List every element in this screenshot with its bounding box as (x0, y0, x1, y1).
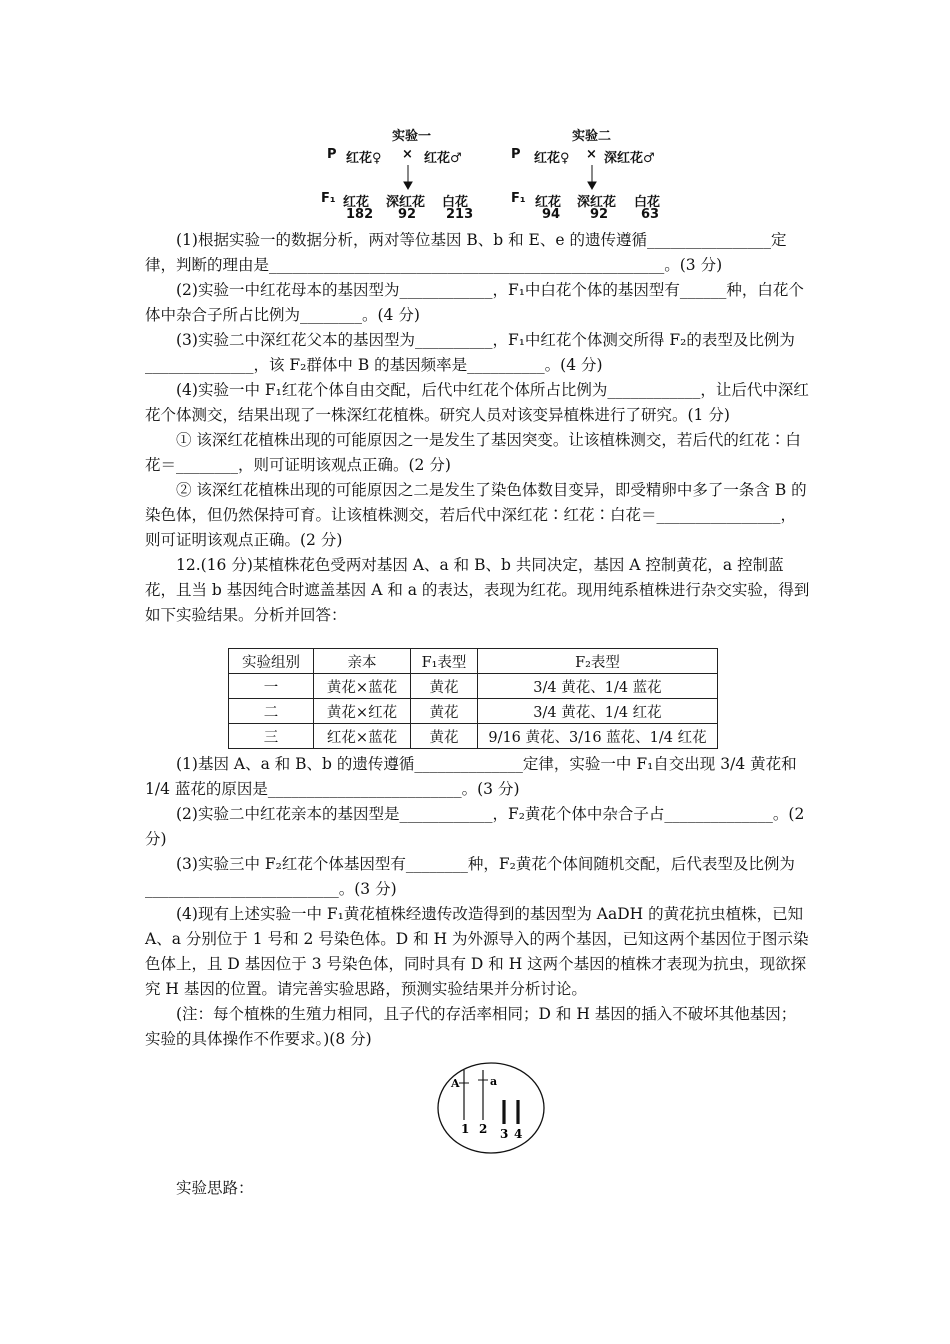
table-header-parents: 亲本 (314, 649, 411, 674)
q12-part3: (3)实验三中 F₂红花个体基因型有________种，F₂黄花个体间随机交配，后代表型及比例为_________________________。(3 分) (145, 855, 795, 898)
q11-part3: (3)实验二中深红花父本的基因型为__________，F₁中红花个体测交所得 F₂的表型及比例为______________，该 F₂群体中 B 的基因频率是__________。(4 分) (145, 331, 795, 374)
q12-part1: (1)基因 A、a 和 B、b 的遗传遵循______________定律，实验一中 F₁自交出现 3/4 黄花和 1/4 蓝花的原因是_________________________。(3 分) (145, 755, 797, 798)
table-cell: 黄花×蓝花 (314, 674, 411, 699)
exp2-title: 实验二 (572, 129, 612, 144)
gene-label-a: a (490, 1075, 498, 1088)
q11-part4-sub1: ① 该深红花植株出现的可能原因之一是发生了基因突变。让该植株测交，若后代的红花∶白花＝________，则可证明该观点正确。(2 分) (145, 431, 801, 474)
exp1-count-deep-red: 92 (398, 207, 417, 222)
experiment-table (228, 648, 718, 749)
exp1-count-red: 182 (346, 207, 374, 222)
exp2-cross-sign: × (586, 147, 597, 162)
exp2-count-red: 94 (542, 207, 561, 222)
exp2-count-white: 63 (641, 207, 660, 222)
exp1-cross-sign: × (402, 147, 413, 162)
table-cell: 黄花×红花 (314, 699, 411, 724)
exp1-p-male: 红花♂ (424, 151, 462, 166)
gene-label-A: A (451, 1077, 460, 1090)
q11-part4-sub2: ② 该深红花植株出现的可能原因之二是发生了染色体数目变异，即受精卵中多了一条含 B 的染色体，但仍然保持可育。让该植株测交，若后代中深红花∶红花∶白花＝________________，则可证明该观点正确。(2 分) (145, 481, 807, 549)
chromosome-number-4: 4 (514, 1127, 523, 1141)
q12-intro: 12.(16 分)某植株花色受两对基因 A、a 和 B、b 共同决定，基因 A 控制黄花，a 控制蓝花，且当 b 基因纯合时遮盖基因 A 和 a 的表达，表现为红花。现用纯系植株进行杂交实验，得到如下实验结果。分析并回答： (145, 556, 810, 624)
q12-part4: (4)现有上述实验一中 F₁黄花植株经遗传改造得到的基因型为 AaDH 的黄花抗虫植株，已知 A、a 分别位于 1 号和 2 号染色体。D 和 H 为外源导入的两个基因，已知这两个基因位于图示染色体上，且 D 基因位于 3 号染色体，同时具有 D 和 H 这两个基因的植株才表现为抗虫，现欲探究 H 基因的位置。请完善实验思路，预测实验结果并分析讨论。 (145, 905, 809, 998)
table-cell: 9/16 黄花、3/16 蓝花、1/4 红花 (478, 724, 718, 749)
table-cell: 二 (229, 699, 314, 724)
table-row (229, 699, 718, 724)
chromosome-number-3: 3 (500, 1127, 509, 1141)
table-row (229, 724, 718, 749)
table-header-f2: F₂表型 (478, 649, 718, 674)
table-cell: 黄花 (411, 699, 478, 724)
q12-questions (145, 752, 810, 1052)
table-cell: 3/4 黄花、1/4 红花 (478, 699, 718, 724)
exp2-f1-label: F₁ (511, 191, 526, 206)
table-cell: 红花×蓝花 (314, 724, 411, 749)
q12-note: (注：每个植株的生殖力相同，且子代的存活率相同；D 和 H 基因的插入不破坏其他基因；实验的具体操作不作要求。)(8 分) (145, 1005, 797, 1048)
exp2-phenotype-white: 白花 (634, 195, 661, 210)
table-row (229, 674, 718, 699)
q11-part2: (2)实验一中红花母本的基因型为____________，F₁中白花个体的基因型有______种，白花个体中杂合子所占比例为________。(4 分) (145, 281, 804, 324)
table-header-row (229, 649, 718, 674)
table-cell: 3/4 黄花、1/4 蓝花 (478, 674, 718, 699)
table-cell: 三 (229, 724, 314, 749)
table-cell: 黄花 (411, 724, 478, 749)
table-cell: 黄花 (411, 674, 478, 699)
exp2-p-male: 深红花♂ (604, 151, 655, 166)
table-header-group: 实验组别 (229, 649, 314, 674)
exp1-phenotype-white: 白花 (442, 195, 469, 210)
chromosome-number-2: 2 (479, 1122, 488, 1136)
q11-part1: (1)根据实验一的数据分析，两对等位基因 B、b 和 E、e 的遗传遵循________________定律，判断的理由是___________________________________________________。(3 分) (145, 231, 787, 274)
exp2-p-label: P (511, 147, 521, 162)
exp1-title: 实验一 (392, 129, 432, 144)
chromosome-number-1: 1 (461, 1122, 470, 1136)
exp1-phenotype-deep-red: 深红花 (386, 195, 426, 210)
answer-label: 实验思路： (176, 1179, 254, 1197)
table-header-f1: F₁表型 (411, 649, 478, 674)
q11-part4: (4)实验一中 F₁红花个体自由交配，后代中红花个体所占比例为____________，让后代中深红花个体测交，结果出现了一株深红花植株。研究人员对该变异植株进行了研究。(1 分) (145, 381, 809, 424)
table-cell: 一 (229, 674, 314, 699)
exp2-p-female: 红花♀ (534, 151, 570, 166)
q11-questions (145, 228, 810, 628)
exp1-phenotype-red: 红花 (343, 195, 370, 210)
exp1-count-white: 213 (446, 207, 474, 222)
exp1-p-female: 红花♀ (346, 151, 382, 166)
exp2-count-deep-red: 92 (590, 207, 609, 222)
exp2-phenotype-deep-red: 深红花 (577, 195, 617, 210)
exp2-phenotype-red: 红花 (535, 195, 562, 210)
cross-arrows (0, 0, 950, 230)
cell-chromosome-diagram (430, 1058, 555, 1160)
q12-part2: (2)实验二中红花亲本的基因型是____________，F₂黄花个体中杂合子占______________。(2 分) (145, 805, 805, 848)
exp1-p-label: P (327, 147, 337, 162)
exp1-f1-label: F₁ (321, 191, 336, 206)
